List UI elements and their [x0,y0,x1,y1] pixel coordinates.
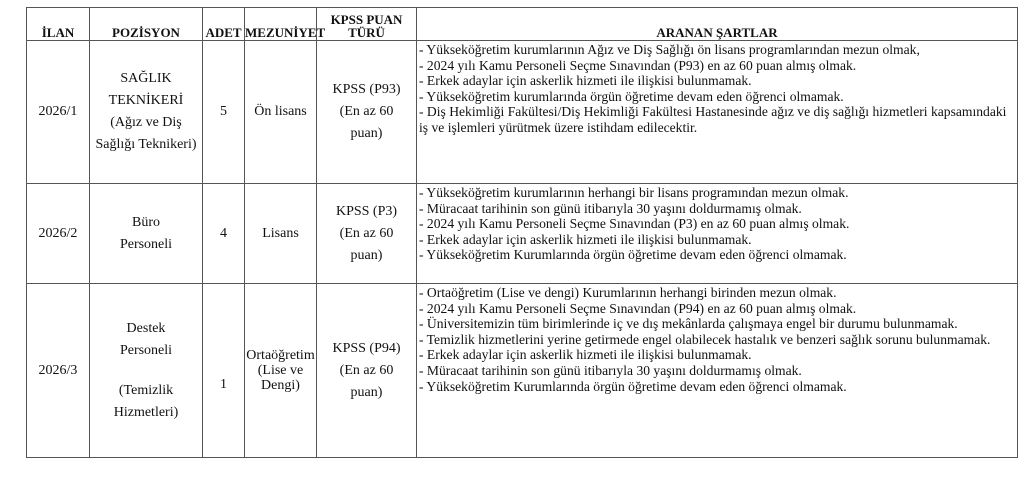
requirement-item: - Erkek adaylar için askerlik hizmeti ile ilişkisi bulunmamak. [419,347,752,363]
ilan-cell: 2026/2 [27,184,90,284]
requirement-item: - 2024 yılı Kamu Personeli Seçme Sınavından (P3) en az 60 puan almış olmak. [419,216,850,232]
header-pozisyon: POZİSYON [90,8,203,41]
table-row [27,184,1018,284]
kpss-line: KPSS (P3) [335,203,398,219]
requirement-item: - Yükseköğretim kurumlarının herhangi bir lisans programından mezun olmak. [419,185,849,200]
kpss-line: puan) [350,384,383,400]
adet-cell: 4 [203,184,245,284]
pozisyon-cell [90,41,203,184]
header-ilan: İLAN [27,8,90,41]
kpss-line: (En az 60 [339,225,394,241]
header-kpss-line1: KPSS PUAN [330,12,403,27]
adet-cell: 1 [203,284,245,458]
kpss-line: KPSS (P93) [332,82,401,97]
requirement-item: - Erkek adaylar için askerlik hizmeti ile ilişkisi bulunmamak. [419,73,752,89]
header-kpss-line2: TÜRÜ [348,25,385,40]
header-kpss [317,8,417,41]
table-row [27,41,1018,184]
requirement-item: - Yükseköğretim kurumlarının Ağız ve Diş Sağlığı ön lisans programlarından mezun olmak, [419,42,920,57]
pozisyon-cell [90,284,203,458]
requirement-item: - Diş Hekimliği Fakültesi/Diş Hekimliği Fakültesi Hastanesinde ağız ve diş sağlığı hizmetleri kapsamındaki iş ve işlemleri yürütmek üzere istihdam edilecektir. [419,104,1007,135]
requirement-item: - Yükseköğretim Kurumlarında örgün öğretime devam eden öğrenci olmamak. [419,378,847,394]
requirement-item: - Erkek adaylar için askerlik hizmeti ile ilişkisi bulunmamak. [419,231,752,247]
job-postings-table [26,7,1018,458]
header-row [27,8,1018,41]
pozisyon-line: Sağlığı Teknikeri) [95,137,197,152]
kpss-line: KPSS (P94) [332,340,401,356]
requirement-item: - Yükseköğretim Kurumlarında örgün öğretime devam eden öğrenci olmamak. [419,247,847,263]
pozisyon-line: Hizmetleri) [113,404,179,420]
header-adet: ADET [203,8,245,41]
requirement-item: - 2024 yılı Kamu Personeli Seçme Sınavından (P93) en az 60 puan almış olmak. [419,57,857,73]
requirement-item: - Üniversitemizin tüm birimlerinde iç ve dış mekânlarda çalışmaya engel bir durumu bulunmamak. [419,316,958,332]
adet-cell: 5 [203,41,245,184]
pozisyon-line: (Ağız ve Diş [110,115,182,130]
pozisyon-line: SAĞLIK [120,71,172,86]
pozisyon-line: Personeli [119,236,173,252]
requirement-item: - Müracaat tarihinin son günü itibarıyla 30 yaşını doldurmamış olmak. [419,200,802,216]
pozisyon-line: TEKNİKERİ [108,93,184,108]
mezuniyet-cell [245,284,317,458]
requirement-item: - Ortaöğretim (Lise ve dengi) Kurumlarının herhangi birinden mezun olmak. [419,285,837,300]
mezuniyet-line: Ortaöğretim [246,348,315,363]
pozisyon-line: Personeli [119,342,173,358]
requirement-item: - Müracaat tarihinin son günü itibarıyla 30 yaşını doldurmamış olmak. [419,362,802,378]
pozisyon-line: Destek [126,320,166,336]
mezuniyet-line: (Lise ve [257,363,304,378]
ilan-cell: 2026/1 [27,41,90,184]
pozisyon-spacer [90,362,202,380]
requirement-item: - Temizlik hizmetlerini yerine getirmede engel olabilecek hastalık ve benzeri sağlık sorunu bulunmamak. [419,331,991,347]
mezuniyet-line: Dengi) [261,378,300,393]
kpss-cell [317,41,417,184]
kpss-cell [317,284,417,458]
requirement-item: - Yükseköğretim kurumlarında örgün öğretime devam eden öğrenci olmamak. [419,88,844,104]
kpss-line: (En az 60 [339,104,394,119]
header-mezuniyet: MEZUNİYET [245,8,317,41]
kpss-line: puan) [350,126,383,141]
ilan-cell: 2026/3 [27,284,90,458]
mezuniyet-cell: Ön lisans [245,41,317,184]
mezuniyet-cell: Lisans [245,184,317,284]
table-row [27,284,1018,458]
requirement-item: - 2024 yılı Kamu Personeli Seçme Sınavından (P94) en az 60 puan almış olmak. [419,300,857,316]
sartlar-cell [417,184,1018,284]
kpss-line: (En az 60 [339,362,394,378]
header-sartlar: ARANAN ŞARTLAR [417,8,1018,41]
pozisyon-line: Büro [132,214,160,230]
sartlar-cell [417,284,1018,458]
kpss-cell [317,184,417,284]
kpss-line: puan) [350,247,383,263]
pozisyon-line: (Temizlik [118,382,174,398]
sartlar-cell [417,41,1018,184]
pozisyon-cell [90,184,203,284]
